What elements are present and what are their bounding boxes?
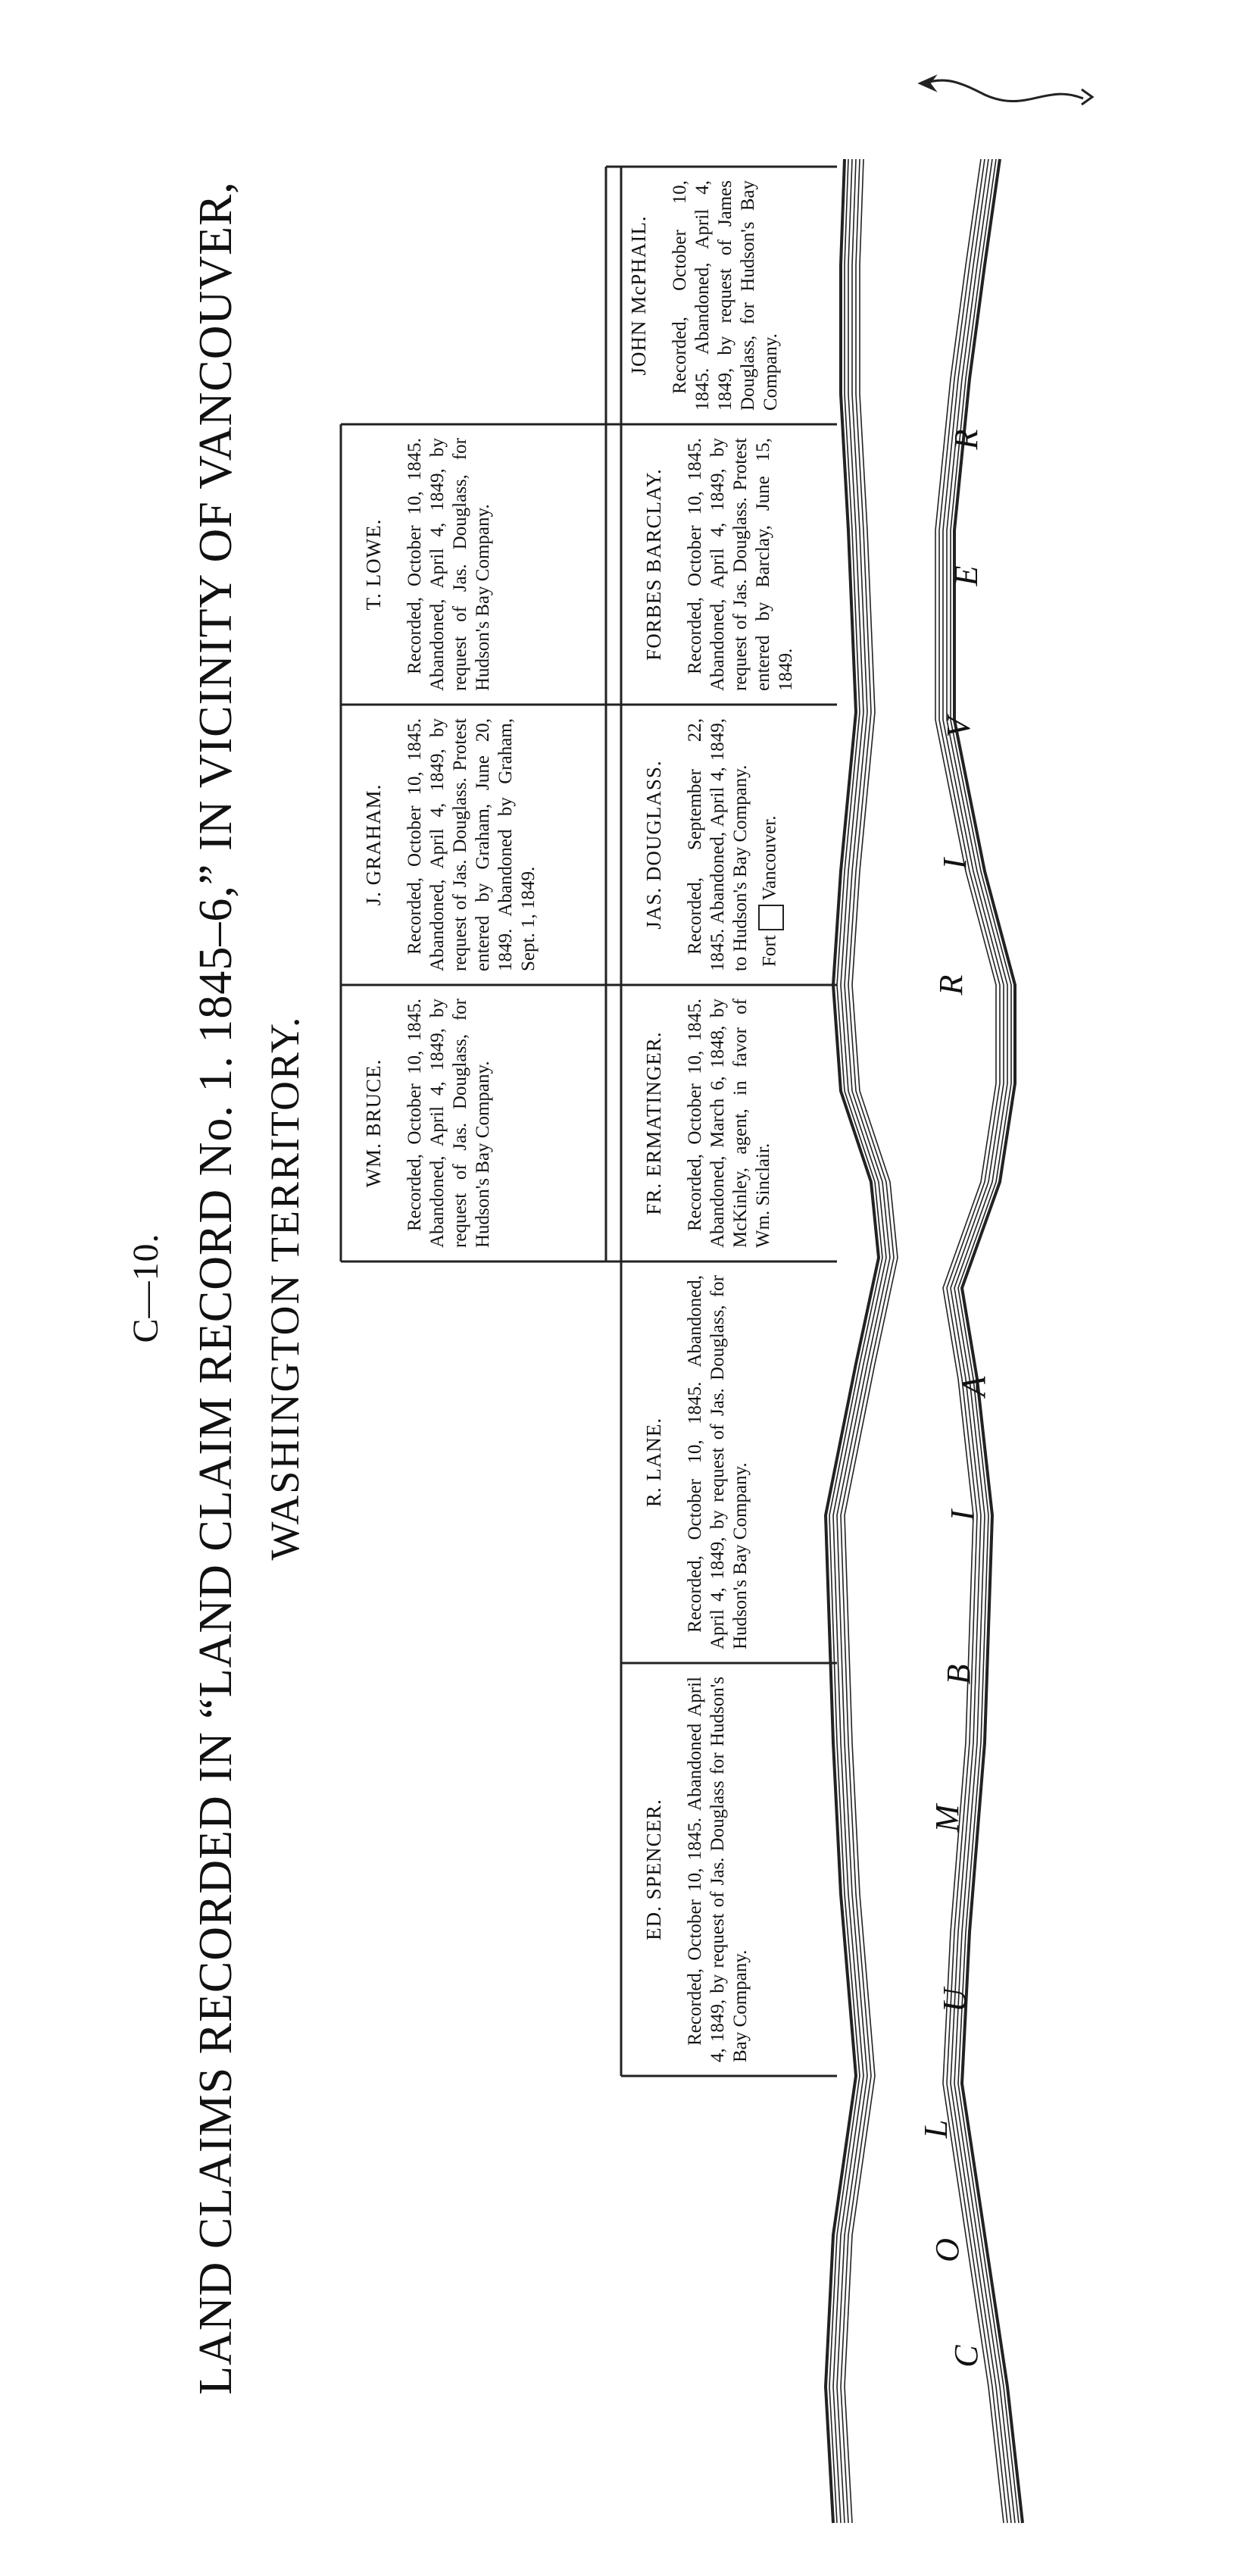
river-label-letter: B xyxy=(940,1664,977,1685)
river-label-letter: R xyxy=(932,974,970,996)
claim-record-text: Recorded, October 10, 1845. Abandoned April 4, 1849, by request of Jas. Douglass for Hudson's Bay Company. xyxy=(685,1677,751,2062)
claimant-name: R. LANE. xyxy=(642,1417,665,1508)
claim-record-text: Recorded, October 10, 1845. Abandoned, April 4, 1849, by request of Jas. Douglass, for Hudson's Bay Company. xyxy=(404,438,493,691)
fort-square-icon xyxy=(758,905,784,930)
claim-record-text: Recorded, October 10, 1845. Abandoned, April 4, 1849, by request of Jas. Douglass. Protest entered by Barclay, June 15, 1849. xyxy=(685,438,796,691)
claim-cell xyxy=(627,180,828,411)
river-label-letter: V xyxy=(940,717,977,738)
claim-cell xyxy=(362,438,597,691)
river-label-letter: L xyxy=(917,2119,954,2139)
river-label-letter: M xyxy=(929,1804,966,1833)
claim-record-text: Recorded, September 22, 1845. Abandoned, April 4, 1849, to Hudson's Bay Company. xyxy=(685,718,751,971)
river-label-letter: O xyxy=(929,2238,966,2262)
river-label-letter: E xyxy=(948,565,985,586)
fort-vancouver-marker xyxy=(758,718,784,971)
fort-label: Fort xyxy=(759,935,780,967)
north-arrow-icon xyxy=(920,77,1092,105)
columbia-river xyxy=(826,159,1023,2523)
south-bank-line xyxy=(951,159,1019,2523)
north-bank-line xyxy=(826,159,879,2523)
claimant-name: FORBES BARCLAY. xyxy=(642,468,665,661)
claimant-name: WM. BRUCE. xyxy=(362,1058,385,1188)
claim-record-text: Recorded, October 10, 1845. Abandoned, March 6, 1848, by McKinley, agent, in favor of Wm. Sinclair. xyxy=(685,999,773,1248)
river-label-letter: I xyxy=(944,1509,981,1521)
claimant-name: JOHN McPHAIL. xyxy=(627,215,650,376)
north-bank-line xyxy=(829,159,882,2523)
south-bank-line xyxy=(954,159,1023,2523)
claim-cell xyxy=(362,718,597,971)
figure-label: C—10. xyxy=(126,1233,166,1343)
claim-cell xyxy=(642,1275,828,1649)
claimant-name: FR. ERMATINGER. xyxy=(642,1031,665,1215)
claim-record-text: Recorded, October 10, 1845. Abandoned, April 4, 1849, by request of James Douglass, for Hudson's Bay Company. xyxy=(670,180,781,411)
fort-name: Vancouver. xyxy=(759,815,780,901)
river-label-letter: I xyxy=(936,858,973,870)
map-title: LAND CLAIMS RECORDED IN “LAND CLAIM RECORD No. 1. 1845–6,” IN VICINITY OF VANCOUVER, xyxy=(190,181,242,2395)
south-bank-line xyxy=(943,159,1011,2523)
claimant-name: T. LOWE. xyxy=(362,518,385,611)
river-label-letter: R xyxy=(948,429,985,450)
north-bank-line xyxy=(837,159,890,2523)
claim-cell xyxy=(642,718,828,971)
claimant-name: J. GRAHAM. xyxy=(362,783,385,906)
claimant-name: JAS. DOUGLASS. xyxy=(642,760,665,930)
north-bank-line xyxy=(845,159,898,2523)
river-label-letter: A xyxy=(955,1376,992,1397)
map-subtitle: WASHINGTON TERRITORY. xyxy=(262,1015,308,1561)
river-label-letter: U xyxy=(936,1988,973,2012)
claim-record-text: Recorded, October 10, 1845. Abandoned, April 4, 1849, by request of Jas. Douglass. Protest entered by Graham, June 20, 1849. Abandoned by Graham, Sept. 1, 1849. xyxy=(404,718,539,971)
claimant-name: ED. SPENCER. xyxy=(642,1799,665,1940)
claim-record-text: Recorded, October 10, 1845. Abandoned, April 4, 1849, by request of Jas. Douglass, for Hudson's Bay Company. xyxy=(404,999,493,1248)
claim-cell xyxy=(642,438,828,691)
claim-cell xyxy=(642,1677,828,2062)
river-label-letter: C xyxy=(948,2345,985,2368)
claim-cell xyxy=(362,999,597,1248)
claim-cell xyxy=(642,999,828,1248)
claim-record-text: Recorded, October 10, 1845. Abandoned, April 4, 1849, by request of Jas. Douglass, for Hudson's Bay Company. xyxy=(685,1275,751,1649)
